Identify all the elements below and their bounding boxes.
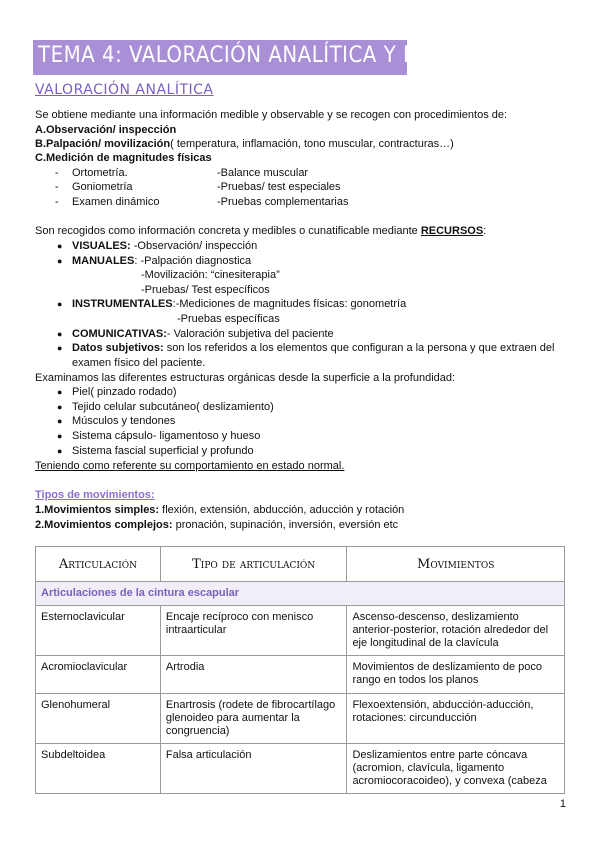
resource-line: examen físico del paciente. <box>72 357 206 369</box>
method-a: A.Observación/ inspección <box>35 124 177 136</box>
bullet-icon: ● <box>57 446 63 456</box>
structure-item: Sistema fascial superficial y profundo <box>72 445 254 457</box>
method-c: C.Medición de magnitudes físicas <box>35 152 212 164</box>
table-row <box>36 606 565 656</box>
method-b <box>35 138 454 151</box>
table-row <box>36 694 565 744</box>
resource-label: VISUALES: <box>72 240 134 252</box>
table-row <box>36 656 565 694</box>
movement-label: 2.Movimientos complejos: <box>35 519 173 531</box>
table-cell: Glenohumeral <box>36 694 161 744</box>
structure-item: Músculos y tendones <box>72 415 176 427</box>
table-cell: Esternoclavicular <box>36 606 161 656</box>
movements-heading: Tipos de movimientos: <box>35 489 155 501</box>
measure-right: -Balance muscular <box>217 167 309 179</box>
measure-left: Examen dinámico <box>72 196 160 208</box>
structures-intro: Examinamos las diferentes estructuras orgánicas desde la superficie a la profundidad: <box>35 372 456 384</box>
measure-left: Goniometría <box>72 181 133 193</box>
table-cell: Artrodia <box>160 656 347 694</box>
resource-text: :-Mediciones de magnitudes físicas: gonometría <box>172 298 407 310</box>
resource-datos <box>72 342 554 355</box>
resource-visuales <box>72 240 257 253</box>
table-cell: Falsa articulación <box>160 744 347 794</box>
resource-text: son los referidos a los elementos que configuran a la persona y que extraen del <box>163 342 555 354</box>
resources-intro: Son recogidos como información concreta y medibles o cunatificable mediante RECURSOS: <box>35 225 487 237</box>
column-header: Articulación <box>36 547 161 582</box>
resources-intro-text: Son recogidos como información concreta y medibles o cunatificable mediante <box>35 225 421 237</box>
measure-right: -Pruebas complementarias <box>217 196 349 208</box>
measure-right: -Pruebas/ test especiales <box>217 181 341 193</box>
joints-table <box>35 546 565 794</box>
resource-text: - Valoración subjetiva del paciente <box>166 328 334 340</box>
table-cell: Acromioclavicular <box>36 656 161 694</box>
method-b-detail: ( temperatura, inflamación, tono muscular, contracturas…) <box>170 138 454 150</box>
table-cell: Enartrosis (rodete de fibrocartílago glenoideo para aumentar la congruencia) <box>160 694 347 744</box>
movement-text: flexión, extensión, abducción, aducción y rotación <box>159 504 405 516</box>
section-heading: VALORACIÓN ANALÍTICA <box>35 82 214 98</box>
column-header: Movimientos <box>347 547 565 582</box>
resource-text: : -Palpación diagnostica <box>134 255 252 267</box>
table-cell: Movimientos de deslizamiento de poco rango en todos los planos <box>347 656 565 694</box>
table-header-row <box>36 547 565 582</box>
dash: - <box>55 167 59 179</box>
bullet-icon: ● <box>57 431 63 441</box>
bullet-icon: ● <box>57 343 63 353</box>
resource-label: Datos subjetivos: <box>72 342 164 354</box>
table-subheading: Articulaciones de la cintura escapular <box>36 582 565 606</box>
resource-manuales <box>72 255 251 268</box>
movement-simple <box>35 504 404 517</box>
measure-left: Ortometría. <box>72 167 128 179</box>
bullet-icon: ● <box>57 241 63 251</box>
resource-line: -Pruebas/ Test específicos <box>141 284 270 296</box>
page-title: TEMA 4: VALORACIÓN ANALÍTICA Y FUNCIONAL <box>38 43 523 68</box>
bullet-icon: ● <box>57 329 63 339</box>
method-b-label: B.Palpación/ movilización <box>35 138 171 150</box>
bullet-icon: ● <box>57 416 63 426</box>
dash: - <box>55 196 59 208</box>
intro-text: Se obtiene mediante una información medible y observable y se recogen con procedimientos de: <box>35 109 508 121</box>
table-subheading-row <box>36 582 565 606</box>
bullet-icon: ● <box>57 299 63 309</box>
structure-item: Tejido celular subcutáneo( deslizamiento) <box>72 401 274 413</box>
table-cell: Flexoextensión, abducción-aducción, rotaciones: circunducción <box>347 694 565 744</box>
table-cell: Ascenso-descenso, deslizamiento anterior-posterior, rotación alrededor del eje longitudinal de la clavícula <box>347 606 565 656</box>
resource-label: COMUNICATIVAS: <box>72 328 167 340</box>
structure-item: Piel( pinzado rodado) <box>72 386 177 398</box>
movement-text: pronación, supinación, inversión, eversión etc <box>172 519 399 531</box>
table-cell: Subdeltoidea <box>36 744 161 794</box>
movement-label: 1.Movimientos simples: <box>35 504 160 516</box>
table-cell: Deslizamientos entre parte cóncava (acromion, clavícula, ligamento acromiocoracoideo), y convexa (cabeza <box>347 744 565 794</box>
structure-item: Sistema cápsulo- ligamentoso y hueso <box>72 430 261 442</box>
resource-instrumentales <box>72 298 406 311</box>
resources-word: RECURSOS <box>420 225 484 237</box>
reference-note: Teniendo como referente su comportamiento en estado normal. <box>35 460 345 472</box>
table-cell: Encaje recíproco con menisco intraarticular <box>160 606 347 656</box>
resource-label: INSTRUMENTALES <box>72 298 173 310</box>
page-number: 1 <box>559 798 566 810</box>
column-header: Tipo de articulación <box>160 547 347 582</box>
resource-text: -Observación/ inspección <box>133 240 258 252</box>
bullet-icon: ● <box>57 256 63 266</box>
table-row <box>36 744 565 794</box>
dash: - <box>55 181 59 193</box>
bullet-icon: ● <box>57 387 63 397</box>
bullet-icon: ● <box>57 402 63 412</box>
resource-comunicativas <box>72 328 334 341</box>
resource-line: -Pruebas específicas <box>177 313 280 325</box>
resource-label: MANUALES <box>72 255 135 267</box>
movement-complex <box>35 519 398 532</box>
resource-line: -Movilización: “cinesiterapia” <box>141 269 280 281</box>
